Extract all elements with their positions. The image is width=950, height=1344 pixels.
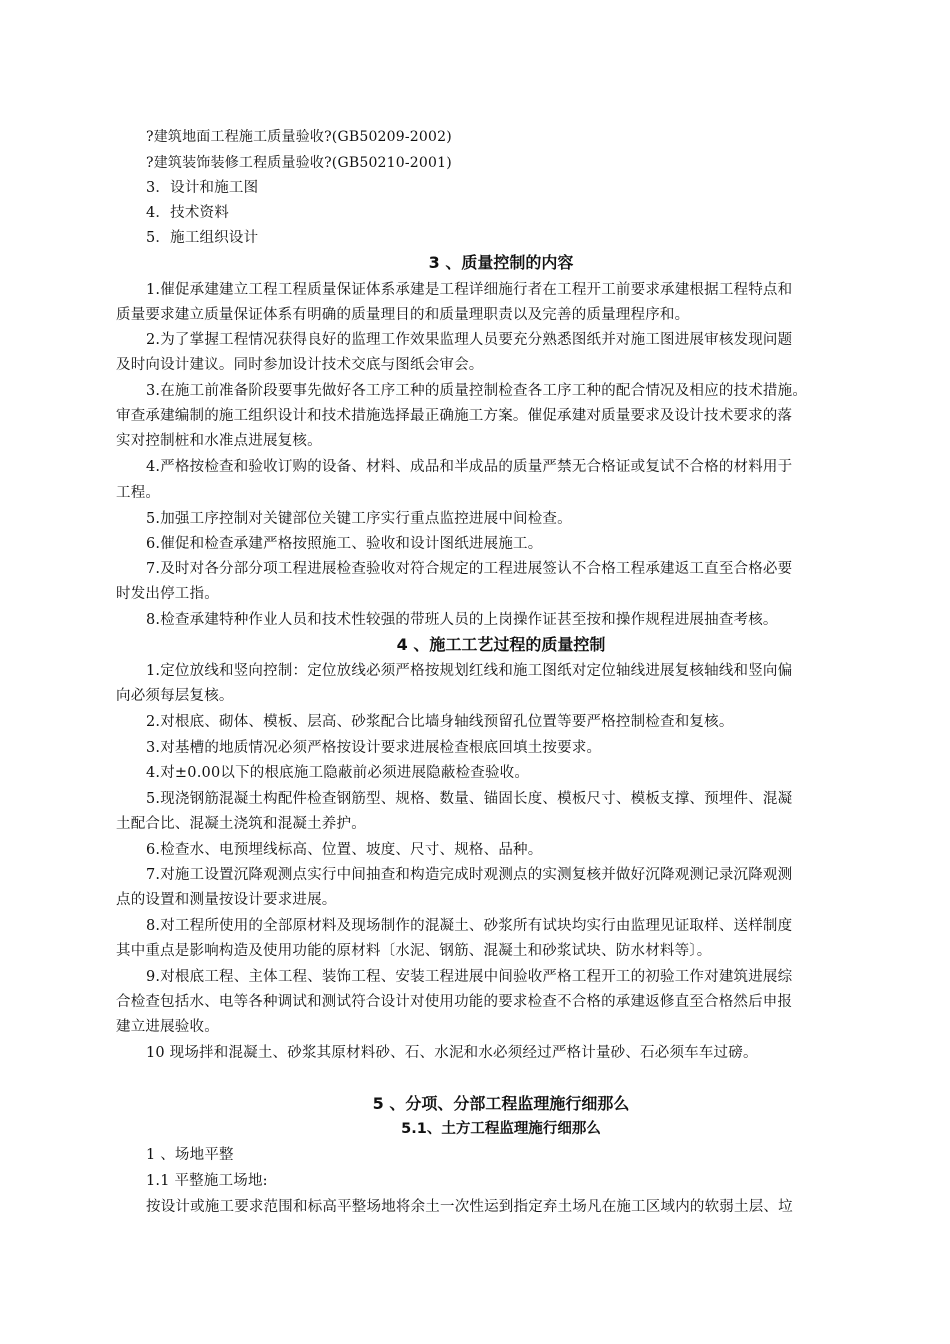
paragraph-line: 按设计或施工要求范围和标高平整场地将余土一次性运到指定弃土场凡在施工区域内的软弱土层、垃 — [146, 1199, 793, 1215]
paragraph-line: 合检查包括水、电等各种调试和测试符合设计对使用功能的要求检查不合格的承建返修直至合格然后申报 — [116, 994, 793, 1010]
paragraph-line: 8.对工程所使用的全部原材料及现场制作的混凝土、砂浆所有试块均实行由监理见证取样、送样制度 — [146, 918, 793, 934]
paragraph-line: 7.及时对各分部分项工程进展检查验收对符合规定的工程进展签认不合格工程承建返工直至合格必要 — [146, 561, 793, 577]
paragraph-line: 2.对根底、砌体、模板、层高、砂浆配合比墙身轴线预留孔位置等要严格控制检查和复核。 — [146, 714, 734, 730]
basis-item: 5．施工组织设计 — [146, 230, 259, 246]
paragraph-line: 4.严格按检查和验收订购的设备、材料、成品和半成品的质量严禁无合格证或复试不合格的材料用于 — [146, 459, 793, 475]
paragraph-line: 6.催促和检查承建严格按照施工、验收和设计图纸进展施工。 — [146, 536, 543, 552]
section-heading: 5 、分项、分部工程监理施行细那么 — [372, 1094, 630, 1113]
paragraph-line: 5.加强工序控制对关键部位关键工序实行重点监控进展中间检查。 — [146, 511, 572, 527]
paragraph-line: 7.对施工设置沉降观测点实行中间抽查和构造完成时观测点的实测复核并做好沉降观测记录沉降观测 — [146, 867, 793, 883]
paragraph-line: 及时向设计建议。同时参加设计技术交底与图纸会审会。 — [116, 357, 484, 373]
paragraph-line: 3.对基槽的地质情况必须严格按设计要求进展检查根底回填土按要求。 — [146, 740, 602, 756]
paragraph-line: 5.现浇钢筋混凝土构配件检查钢筋型、规格、数量、锚固长度、模板尺寸、模板支撑、预埋件、混凝 — [146, 791, 793, 807]
paragraph-line: 审查承建编制的施工组织设计和技术措施选择最正确施工方案。催促承建对质量要求及设计技术要求的落 — [116, 408, 793, 424]
paragraph-line: 4.对±0.00以下的根底施工隐蔽前必须进展隐蔽检查验收。 — [146, 765, 530, 781]
reference-line: ?建筑地面工程施工质量验收?(GB50209-2002) — [146, 129, 452, 145]
paragraph-line: 6.检查水、电预埋线标高、位置、坡度、尺寸、规格、品种。 — [146, 842, 543, 858]
paragraph-line: 点的设置和测量按设计要求进展。 — [116, 892, 337, 908]
paragraph-line: 实对控制桩和水准点进展复核。 — [116, 433, 322, 449]
section-heading: 3 、质量控制的内容 — [428, 253, 574, 272]
list-item: 1.1 平整施工场地: — [146, 1173, 268, 1189]
paragraph-line: 8.检查承建特种作业人员和技术性较强的带班人员的上岗操作证甚至按和操作规程进展抽查考核。 — [146, 612, 778, 628]
paragraph-line: 工程。 — [116, 485, 161, 501]
paragraph-line: 向必须每层复核。 — [116, 688, 234, 704]
paragraph-line: 时发出停工指。 — [116, 586, 219, 602]
paragraph-line: 建立进展验收。 — [116, 1019, 219, 1035]
list-item: 1 、场地平整 — [146, 1147, 234, 1163]
section-heading: 4 、施工工艺过程的质量控制 — [396, 635, 606, 654]
basis-item: 3．设计和施工图 — [146, 180, 259, 196]
paragraph-line: 1.定位放线和竖向控制：定位放线必须严格按规划红线和施工图纸对定位轴线进展复核轴线和竖向偏 — [146, 663, 793, 679]
paragraph-line: 质量要求建立质量保证体系有明确的质量理目的和质量理职责以及完善的质量理程序和。 — [116, 307, 690, 323]
paragraph-line: 1.催促承建建立工程工程质量保证体系承建是工程详细施行者在工程开工前要求承建根据工程特点和 — [146, 282, 793, 298]
paragraph-line: 2.为了掌握工程情况获得良好的监理工作效果监理人员要充分熟悉图纸并对施工图进展审核发现问题 — [146, 332, 793, 348]
paragraph-line: 10 现场拌和混凝土、砂浆其原材料砂、石、水泥和水必须经过严格计量砂、石必须车车过磅。 — [146, 1045, 758, 1061]
paragraph-line: 3.在施工前准备阶段要事先做好各工序工种的质量控制检查各工序工种的配合情况及相应的技术措施。 — [146, 383, 808, 399]
reference-line: ?建筑装饰装修工程质量验收?(GB50210-2001) — [146, 155, 452, 171]
basis-item: 4．技术资料 — [146, 205, 229, 221]
paragraph-line: 9.对根底工程、主体工程、装饰工程、安装工程进展中间验收严格工程开工的初验工作对建筑进展综 — [146, 969, 793, 985]
paragraph-line: 其中重点是影响构造及使用功能的原材料〔水泥、钢筋、混凝土和砂浆试块、防水材料等〕。 — [116, 943, 712, 959]
subsection-heading: 5.1、土方工程监理施行细那么 — [401, 1121, 601, 1137]
paragraph-line: 土配合比、混凝土浇筑和混凝土养护。 — [116, 816, 366, 832]
